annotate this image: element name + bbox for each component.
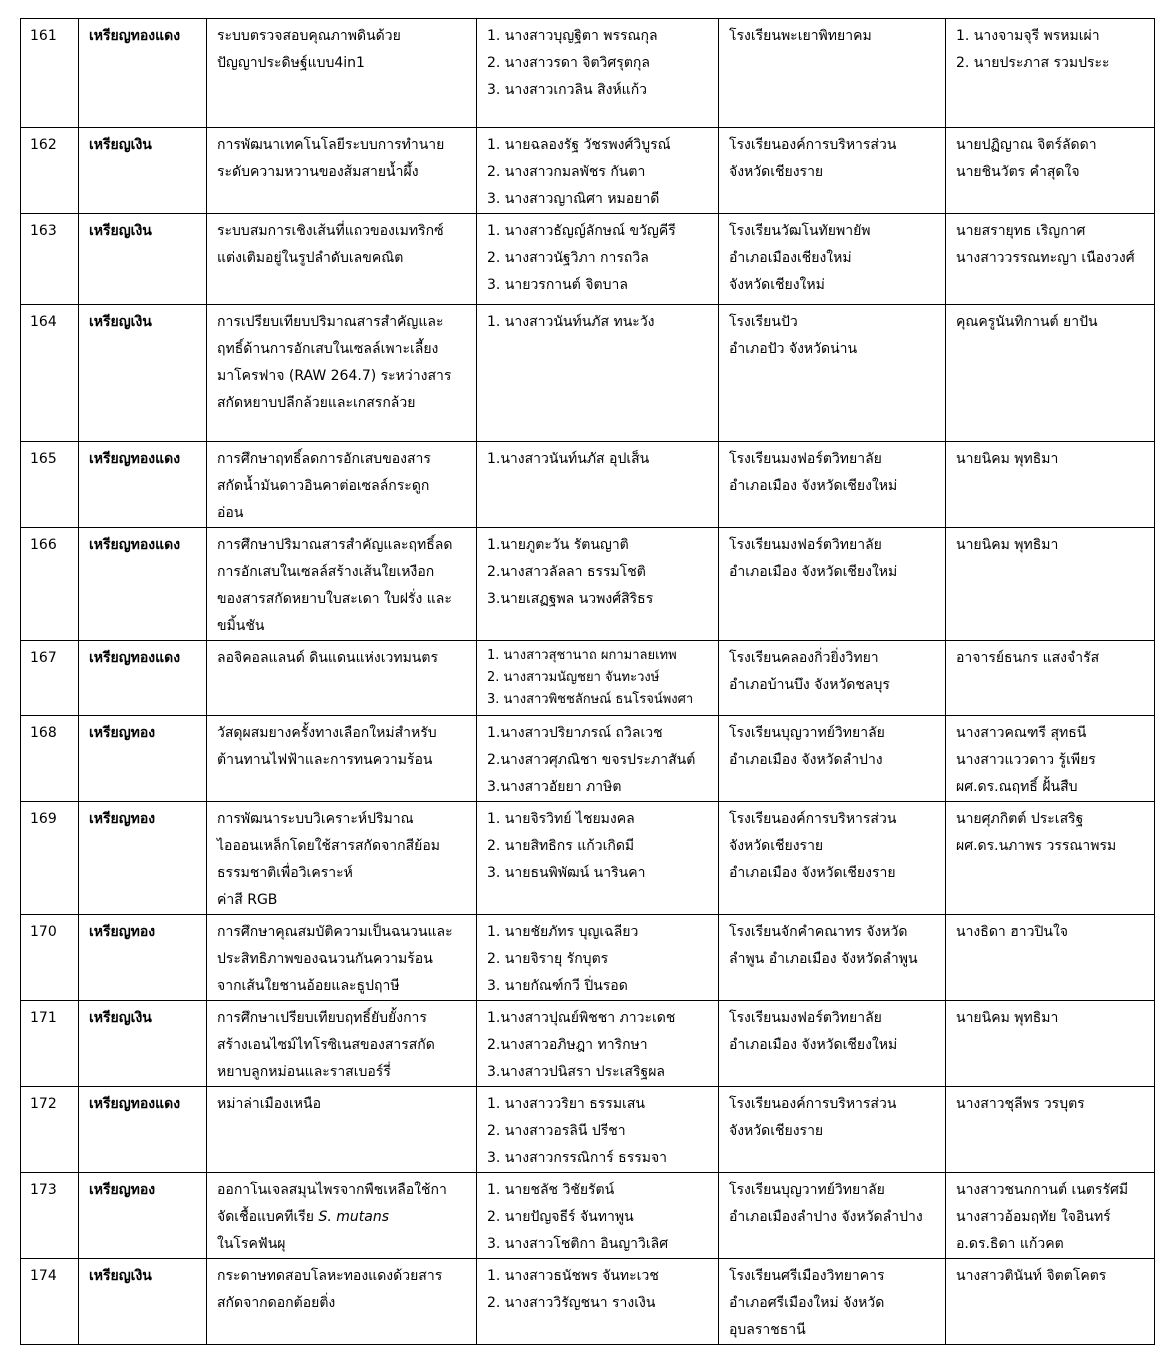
- project-title: [207, 214, 477, 305]
- cell-line: นายสรายุทธ เริญกาศ: [956, 223, 1086, 239]
- project-title: [207, 1087, 477, 1173]
- project-title: [207, 1001, 477, 1087]
- cell-line: 1. นายฉลองรัฐ วัชรพงศ์วิบูรณ์: [487, 137, 671, 153]
- cell-line: 3. นางสาวพิชชลักษณ์ ธนโรจน์พงศา: [487, 692, 694, 707]
- student-list: [477, 442, 719, 528]
- advisor-list: [946, 1001, 1155, 1087]
- student-list: [477, 1173, 719, 1259]
- cell-line: การเปรียบเทียบปริมาณสารสำคัญและ: [217, 314, 444, 330]
- project-title: [207, 915, 477, 1001]
- project-title: [207, 716, 477, 802]
- cell-line: 2. นายประภาส รวมประะ: [956, 55, 1110, 71]
- project-title: [207, 442, 477, 528]
- cell-line: แต่งเติมอยู่ในรูปลำดับเลขคณิต: [217, 250, 404, 266]
- cell-line: จังหวัดเชียงราย: [729, 164, 824, 180]
- cell-line: การพัฒนาระบบวิเคราะห์ปริมาณ: [217, 811, 414, 827]
- cell-line: อำเภอเมือง จังหวัดเชียงราย: [729, 865, 896, 881]
- cell-line: ลอจิคอลแลนด์ ดินแดนแห่งเวทมนตร: [217, 650, 438, 666]
- cell-line: 2. นางสาวกมลพัชร กันตา: [487, 164, 646, 180]
- cell-line: ระบบสมการเชิงเส้นที่แถวของเมทริกซ์: [217, 223, 444, 239]
- cell-line: 3.นายเสฏฐพล นวพงศ์สิริธร: [487, 591, 654, 607]
- row-number: 161: [21, 19, 79, 128]
- table-row: [21, 1087, 1155, 1173]
- row-number: 170: [21, 915, 79, 1001]
- project-title: [207, 19, 477, 128]
- advisor-list: [946, 1259, 1155, 1345]
- cell-line: 2.นางสาวลัลลา ธรรมโชติ: [487, 564, 646, 580]
- medal-award: เหรียญเงิน: [79, 214, 207, 305]
- cell-line: จังหวัดเชียงราย: [729, 838, 824, 854]
- student-list: [477, 1087, 719, 1173]
- project-title: [207, 802, 477, 915]
- cell-line: 2. นายปัญจธีร์ จันทาพูน: [487, 1209, 634, 1225]
- row-number: 167: [21, 641, 79, 716]
- medal-award: เหรียญทองแดง: [79, 1087, 207, 1173]
- cell-line: ประสิทธิภาพของฉนวนกันความร้อน: [217, 951, 433, 967]
- cell-line: อ่อน: [217, 505, 244, 521]
- cell-line: โรงเรียนมงฟอร์ตวิทยาลัย: [729, 537, 882, 553]
- school-name: [719, 442, 946, 528]
- student-list: [477, 214, 719, 305]
- advisor-list: [946, 915, 1155, 1001]
- cell-line: 3. นายกัณฑ์กวี ปิ่นรอด: [487, 978, 628, 994]
- cell-line: การศึกษาฤทธิ์ลดการอักเสบของสาร: [217, 451, 431, 467]
- cell-line: 2. นางสาวนัฐวิภา การถวิล: [487, 250, 649, 266]
- cell-line: อำเภอบ้านบึง จังหวัดชลบุร: [729, 677, 890, 693]
- student-list: [477, 128, 719, 214]
- row-number: 164: [21, 305, 79, 442]
- cell-line: 1. นางสาวสุชานาถ ผกามาลยเทพ: [487, 648, 677, 663]
- medal-award: เหรียญทองแดง: [79, 641, 207, 716]
- school-name: [719, 128, 946, 214]
- student-list: [477, 802, 719, 915]
- medal-award: เหรียญเงิน: [79, 1001, 207, 1087]
- table-row: [21, 1259, 1155, 1345]
- cell-line: โรงเรียนมงฟอร์ตวิทยาลัย: [729, 451, 882, 467]
- table-row: [21, 716, 1155, 802]
- cell-line: จัดเชื้อแบคทีเรีย S. mutans: [217, 1209, 389, 1225]
- advisor-list: [946, 1173, 1155, 1259]
- medal-award: เหรียญทอง: [79, 802, 207, 915]
- advisor-list: [946, 19, 1155, 128]
- cell-line: อำเภอเมือง จังหวัดเชียงใหม่: [729, 1037, 898, 1053]
- row-number: 165: [21, 442, 79, 528]
- project-title: [207, 1173, 477, 1259]
- cell-line: จากเส้นใยชานอ้อยและธูปฤาษี: [217, 978, 400, 994]
- results-table-container: [20, 18, 1154, 1345]
- cell-line: 2. นายจิรายุ รักบุตร: [487, 951, 609, 967]
- cell-line: 1. นางสาวบุญฐิตา พรรณกุล: [487, 28, 658, 44]
- cell-line: การศึกษาคุณสมบัติความเป็นฉนวนและ: [217, 924, 453, 940]
- table-row: [21, 528, 1155, 641]
- cell-line: โรงเรียนบุญวาทย์วิทยาลัย: [729, 1182, 885, 1198]
- cell-line: 3. นางสาวญาณิศา หมอยาดี: [487, 191, 660, 207]
- medal-award: เหรียญทองแดง: [79, 19, 207, 128]
- cell-line: โรงเรียนจักคำคณาทร จังหวัด: [729, 924, 908, 940]
- cell-line: นางสาวคณฑรี สุทธนี: [956, 725, 1087, 741]
- advisor-list: [946, 528, 1155, 641]
- table-row: [21, 442, 1155, 528]
- cell-line: นางธิดา ฮาวปินใจ: [956, 924, 1068, 940]
- project-title: [207, 128, 477, 214]
- cell-line: การอักเสบในเซลล์สร้างเส้นใยเหงือก: [217, 564, 435, 580]
- student-list: [477, 528, 719, 641]
- medal-award: เหรียญทองแดง: [79, 442, 207, 528]
- cell-line: 1. นายจิรวิทย์ ไชยมงคล: [487, 811, 635, 827]
- cell-line: ระบบตรวจสอบคุณภาพดินด้วย: [217, 28, 401, 44]
- cell-line: 3.นางสาวอัยยา ภาษิต: [487, 779, 622, 795]
- cell-line: จังหวัดเชียงราย: [729, 1123, 824, 1139]
- school-name: [719, 641, 946, 716]
- school-name: [719, 1087, 946, 1173]
- school-name: [719, 19, 946, 128]
- cell-line: ค่าสี RGB: [217, 892, 278, 908]
- cell-line: อำเภอเมืองลำปาง จังหวัดลำปาง: [729, 1209, 923, 1225]
- cell-line: ฤทธิ์ด้านการอักเสบในเซลล์เพาะเลี้ยง: [217, 341, 439, 357]
- medal-award: เหรียญทอง: [79, 1173, 207, 1259]
- cell-line: อำเภอเมือง จังหวัดลำปาง: [729, 752, 883, 768]
- advisor-list: [946, 128, 1155, 214]
- cell-line: สกัดจากดอกต้อยติ่ง: [217, 1295, 336, 1311]
- cell-line: 2. นางสาวรดา จิตวิศรุตกุล: [487, 55, 650, 71]
- cell-line: 1. นางสาวธัญญ์ลักษณ์ ขวัญคีรี: [487, 223, 676, 239]
- cell-line: นางสาวตินันท์ จิตตโคตร: [956, 1268, 1107, 1284]
- school-name: [719, 528, 946, 641]
- cell-line: อาจารย์ธนกร แสงจำรัส: [956, 650, 1100, 666]
- cell-line: จังหวัดเชียงใหม่: [729, 277, 825, 293]
- cell-line: อำเภอเมืองเชียงใหม่: [729, 250, 852, 266]
- school-name: [719, 915, 946, 1001]
- cell-line: 1. นางสาวธนัชพร จันทะเวช: [487, 1268, 659, 1284]
- cell-line: ในโรคฟันผุ: [217, 1236, 286, 1252]
- cell-line: อุบลราชธานี: [729, 1322, 806, 1338]
- advisor-list: [946, 305, 1155, 442]
- medal-award: เหรียญทอง: [79, 716, 207, 802]
- cell-line: ของสารสกัดหยาบใบสะเดา ใบฝรั่ง และ: [217, 591, 452, 607]
- row-number: 162: [21, 128, 79, 214]
- cell-line: 3. นายวรกานต์ จิตบาล: [487, 277, 628, 293]
- table-row: [21, 19, 1155, 128]
- school-name: [719, 214, 946, 305]
- cell-line: สกัดหยาบปลีกล้วยและเกสรกล้วย: [217, 395, 416, 411]
- cell-line: 1.นางสาวปุณย์พิชชา ภาวะเดช: [487, 1010, 676, 1026]
- project-title: [207, 528, 477, 641]
- cell-line: ธรรมชาติเพื่อวิเคราะห์: [217, 865, 353, 881]
- cell-line: นายปฏิญาณ จิตร์ลัดดา: [956, 137, 1097, 153]
- cell-line: นางสาวชุลีพร วรบุตร: [956, 1096, 1085, 1112]
- student-list: [477, 915, 719, 1001]
- cell-line: นายนิคม พุทธิมา: [956, 451, 1059, 467]
- cell-line: การพัฒนาเทคโนโลยีระบบการทำนาย: [217, 137, 445, 153]
- project-title: [207, 305, 477, 442]
- cell-line: โรงเรียนองค์การบริหารส่วน: [729, 811, 897, 827]
- cell-line: 1.นายภูตะวัน รัตนญาติ: [487, 537, 629, 553]
- advisor-list: [946, 802, 1155, 915]
- cell-line: ขมิ้นชัน: [217, 618, 265, 634]
- cell-line: นายนิคม พุทธิมา: [956, 537, 1059, 553]
- advisor-list: [946, 716, 1155, 802]
- cell-line: อำเภอศรีเมืองใหม่ จังหวัด: [729, 1295, 885, 1311]
- cell-line: ผศ.ดร.ณฤทธิ์ ฝั้นสืบ: [956, 779, 1078, 795]
- cell-line: นางสาวชนกกานต์ เนตรรัศมี: [956, 1182, 1129, 1198]
- row-number: 173: [21, 1173, 79, 1259]
- student-list: [477, 716, 719, 802]
- cell-line: 1. นางจามจุรี พรหมเผ่า: [956, 28, 1100, 44]
- student-list: [477, 19, 719, 128]
- advisor-list: [946, 214, 1155, 305]
- cell-line: 1. นางสาววริยา ธรรมเสน: [487, 1096, 645, 1112]
- cell-line: 2.นางสาวอภิษฎา ทาริกษา: [487, 1037, 648, 1053]
- cell-line: โรงเรียนคลองกิ่วยิ่งวิทยา: [729, 650, 879, 666]
- cell-line: 2. นางสาวอรลินี ปรีชา: [487, 1123, 626, 1139]
- cell-line: ต้านทานไฟฟ้าและการทนความร้อน: [217, 752, 433, 768]
- cell-line: อำเภอเมือง จังหวัดเชียงใหม่: [729, 478, 898, 494]
- cell-line: อำเภอปัว จังหวัดน่าน: [729, 341, 858, 357]
- medal-award: เหรียญเงิน: [79, 128, 207, 214]
- results-table-body: [21, 19, 1155, 1345]
- cell-line: วัสดุผสมยางครั้งทางเลือกใหม่สำหรับ: [217, 725, 437, 741]
- cell-line: กระดาษทดสอบโลหะทองแดงด้วยสาร: [217, 1268, 443, 1284]
- cell-line: ลำพูน อำเภอเมือง จังหวัดลำพูน: [729, 951, 918, 967]
- school-name: [719, 1173, 946, 1259]
- cell-line: นางสาววรรณทะญา เนืองวงศ์: [956, 250, 1135, 266]
- cell-line: ระดับความหวานของส้มสายน้ำผึ้ง: [217, 164, 419, 180]
- cell-line: หยาบลูกหม่อนและราสเบอร์รี่: [217, 1064, 391, 1080]
- row-number: 172: [21, 1087, 79, 1173]
- cell-line: โรงเรียนวัฒโนทัยพายัพ: [729, 223, 871, 239]
- cell-line: โรงเรียนศรีเมืองวิทยาคาร: [729, 1268, 885, 1284]
- row-number: 163: [21, 214, 79, 305]
- school-name: [719, 1259, 946, 1345]
- cell-line: อำเภอเมือง จังหวัดเชียงใหม่: [729, 564, 898, 580]
- row-number: 168: [21, 716, 79, 802]
- cell-line: นายศุภกิตต์ ประเสริฐ: [956, 811, 1084, 827]
- cell-line: คุณครูนันทิกานต์ ยาปัน: [956, 314, 1098, 330]
- cell-line: หม่าล่าเมืองเหนือ: [217, 1096, 322, 1112]
- cell-line: นายชินวัตร คำสุดใจ: [956, 164, 1080, 180]
- table-row: [21, 305, 1155, 442]
- cell-line: โรงเรียนปัว: [729, 314, 798, 330]
- cell-line: 3.นางสาวปนิสรา ประเสริฐผล: [487, 1064, 666, 1080]
- cell-line: ผศ.ดร.นภาพร วรรณาพรม: [956, 838, 1117, 854]
- cell-line: 3. นางสาวกรรณิการ์ ธรรมจา: [487, 1150, 668, 1166]
- cell-line: อ.ดร.ธิดา แก้วคต: [956, 1236, 1064, 1252]
- cell-line: 2.นางสาวศุภณิชา ขจรประภาสันต์: [487, 752, 696, 768]
- row-number: 171: [21, 1001, 79, 1087]
- cell-line: โรงเรียนพะเยาพิทยาคม: [729, 28, 872, 44]
- cell-line: 1. นายชลัช วิชัยรัตน์: [487, 1182, 615, 1198]
- school-name: [719, 716, 946, 802]
- cell-line: โรงเรียนบุญวาทย์วิทยาลัย: [729, 725, 885, 741]
- cell-line: 2. นายสิทธิกร แก้วเกิดมี: [487, 838, 635, 854]
- cell-line: การศึกษาปริมาณสารสำคัญและฤทธิ์ลด: [217, 537, 453, 553]
- cell-line: 2. นางสาวมนัญชยา จันทะวงษ์: [487, 670, 660, 685]
- cell-line: 3. นางสาวเกวลิน สิงห์แก้ว: [487, 82, 648, 98]
- row-number: 169: [21, 802, 79, 915]
- medal-award: เหรียญเงิน: [79, 1259, 207, 1345]
- cell-line: 1.นางสาวปริยาภรณ์ ถวิลเวช: [487, 725, 663, 741]
- cell-line: 3. นางสาวโชติกา อินญาวิเลิศ: [487, 1236, 669, 1252]
- row-number: 166: [21, 528, 79, 641]
- cell-line: 1.นางสาวนันท์นภัส อุปเส็น: [487, 451, 650, 467]
- advisor-list: [946, 442, 1155, 528]
- medal-award: เหรียญทองแดง: [79, 528, 207, 641]
- table-row: [21, 1001, 1155, 1087]
- cell-line: นายนิคม พุทธิมา: [956, 1010, 1059, 1026]
- cell-line: 1. นางสาวนันท์นภัส ทนะวัง: [487, 314, 655, 330]
- table-row: [21, 128, 1155, 214]
- cell-line: ปัญญาประดิษฐ์แบบ4in1: [217, 55, 365, 71]
- student-list: [477, 305, 719, 442]
- table-row: [21, 641, 1155, 716]
- cell-line: สร้างเอนไซม์ไทโรซิเนสของสารสกัด: [217, 1037, 435, 1053]
- cell-line: สกัดน้ำมันดาวอินคาต่อเซลล์กระดูก: [217, 478, 430, 494]
- medal-award: เหรียญทอง: [79, 915, 207, 1001]
- school-name: [719, 305, 946, 442]
- cell-line: นางสาวอ้อมฤทัย ใจอินทร์: [956, 1209, 1111, 1225]
- cell-line: โรงเรียนมงฟอร์ตวิทยาลัย: [729, 1010, 882, 1026]
- advisor-list: [946, 641, 1155, 716]
- cell-line: โรงเรียนองค์การบริหารส่วน: [729, 137, 897, 153]
- table-row: [21, 915, 1155, 1001]
- cell-line: ออกาโนเจลสมุนไพรจากพืชเหลือใช้กา: [217, 1182, 447, 1198]
- table-row: [21, 802, 1155, 915]
- cell-line: มาโครฟาจ (RAW 264.7) ระหว่างสาร: [217, 368, 452, 384]
- cell-line: 1. นายชัยภัทร บุญเฉลียว: [487, 924, 639, 940]
- student-list: [477, 641, 719, 716]
- school-name: [719, 1001, 946, 1087]
- cell-line: โรงเรียนองค์การบริหารส่วน: [729, 1096, 897, 1112]
- medal-award: เหรียญเงิน: [79, 305, 207, 442]
- student-list: [477, 1259, 719, 1345]
- row-number: 174: [21, 1259, 79, 1345]
- table-row: [21, 1173, 1155, 1259]
- project-title: [207, 641, 477, 716]
- cell-line: ไอออนเหล็กโดยใช้สารสกัดจากสีย้อม: [217, 838, 441, 854]
- advisor-list: [946, 1087, 1155, 1173]
- table-row: [21, 214, 1155, 305]
- cell-line: นางสาวแววดาว รู้เพียร: [956, 752, 1096, 768]
- cell-line: 3. นายธนพิพัฒน์ นารินคา: [487, 865, 646, 881]
- school-name: [719, 802, 946, 915]
- cell-line: 2. นางสาววิรัญชนา รางเงิน: [487, 1295, 656, 1311]
- project-title: [207, 1259, 477, 1345]
- results-table: [20, 18, 1155, 1345]
- cell-line: การศึกษาเปรียบเทียบฤทธิ์ยับยั้งการ: [217, 1010, 427, 1026]
- student-list: [477, 1001, 719, 1087]
